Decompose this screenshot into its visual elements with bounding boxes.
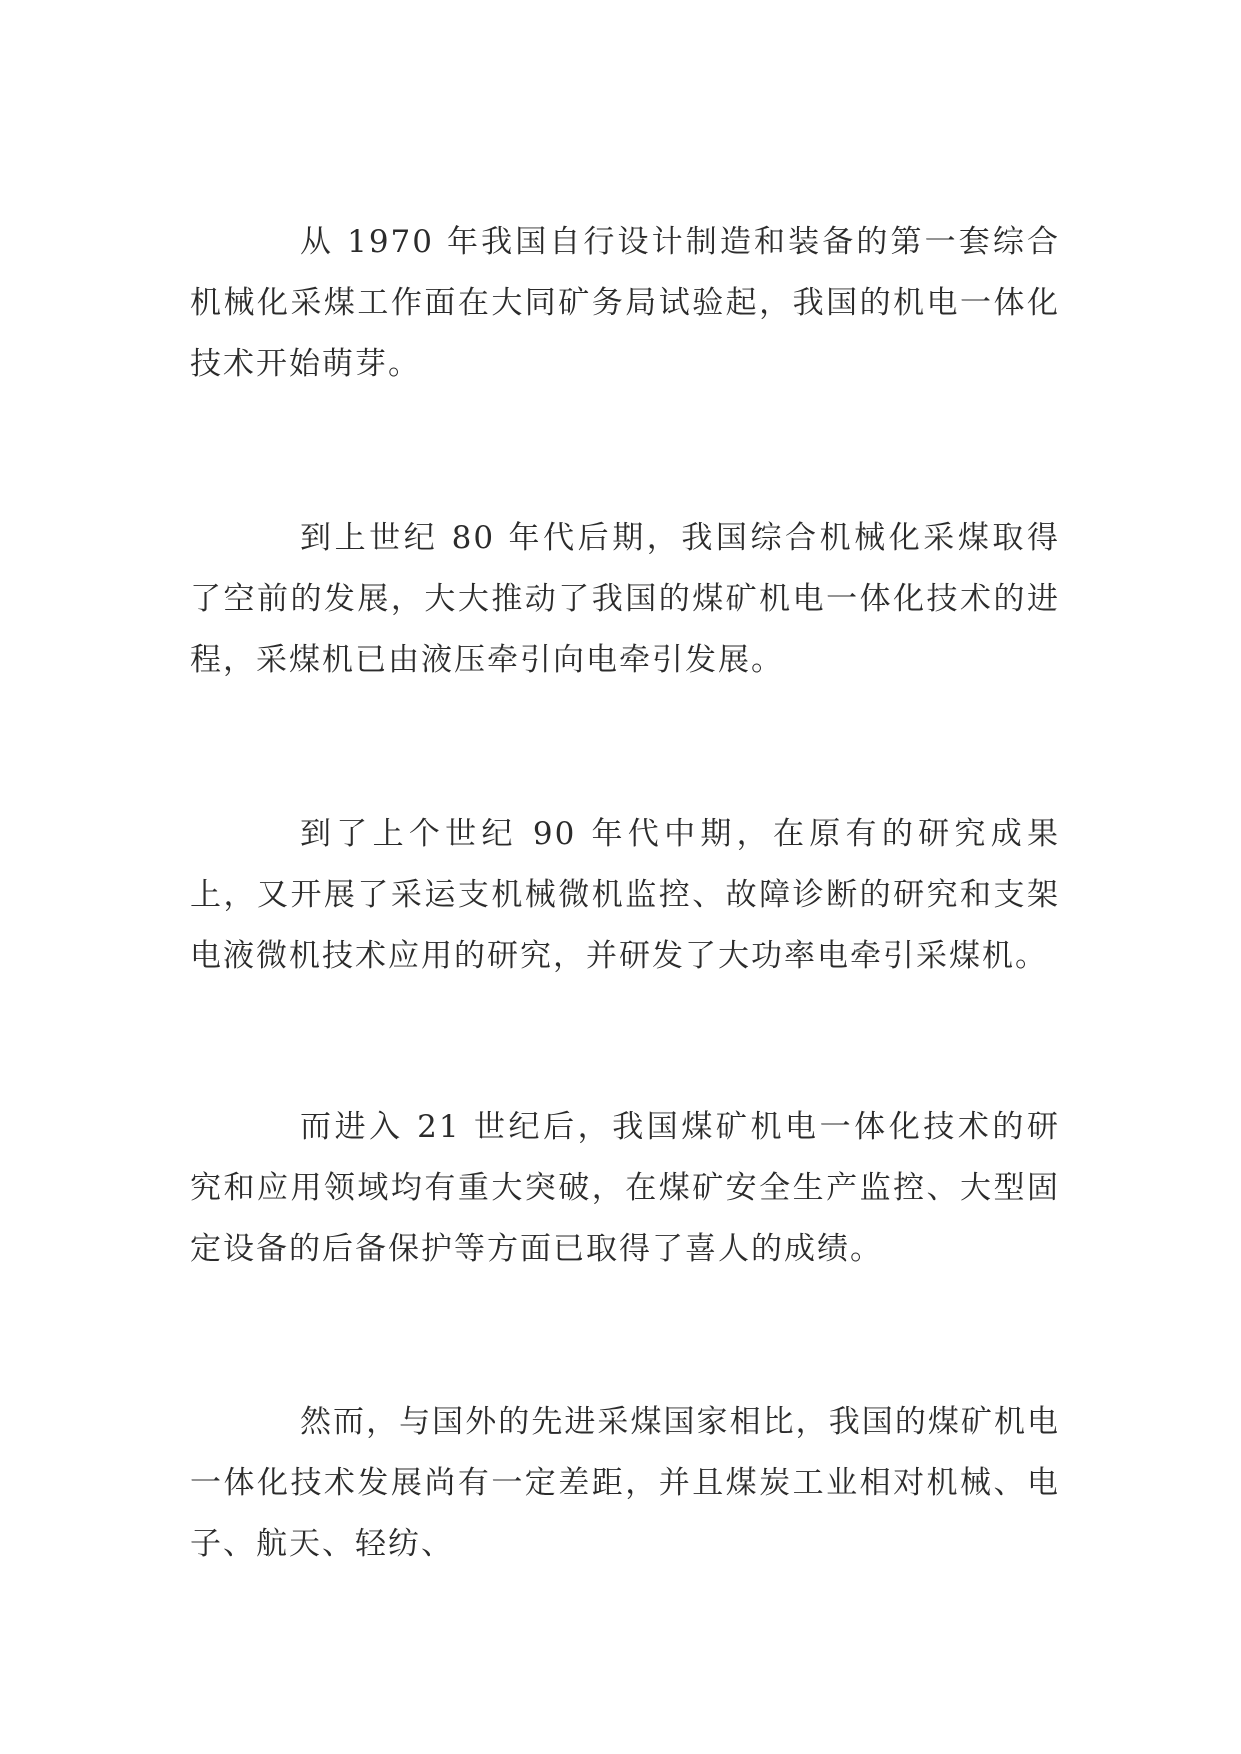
paragraph-21st-century: 而进入 21 世纪后，我国煤矿机电一体化技术的研究和应用领域均有重大突破，在煤矿安全生产监控、大型固定设备的后备保护等方面已取得了喜人的成绩。: [190, 1109, 1060, 1267]
paragraph-comparison: 然而，与国外的先进采煤国家相比，我国的煤矿机电一体化技术发展尚有一定差距，并且煤炭工业相对机械、电子、航天、轻纺、: [190, 1404, 1060, 1562]
paragraph-1970-origins: 从 1970 年我国自行设计制造和装备的第一套综合机械化采煤工作面在大同矿务局试验起，我国的机电一体化技术开始萌芽。: [190, 224, 1060, 382]
paragraph-1990s-research: 到了上个世纪 90 年代中期，在原有的研究成果上，又开展了采运支机械微机监控、故障诊断的研究和支架电液微机技术应用的研究，并研发了大功率电牵引采煤机。: [190, 816, 1060, 974]
paragraph-1980s-development: 到上世纪 80 年代后期，我国综合机械化采煤取得了空前的发展，大大推动了我国的煤矿机电一体化技术的进程，采煤机已由液压牵引向电牵引发展。: [190, 520, 1060, 678]
